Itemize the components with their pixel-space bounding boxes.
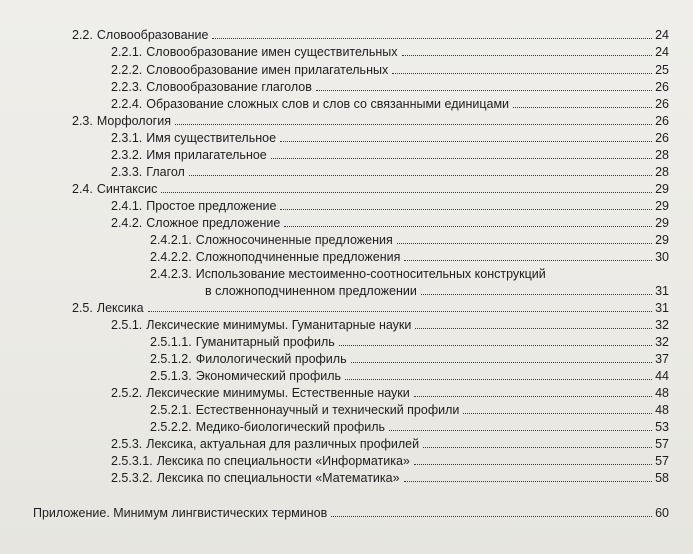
dot-leader	[345, 379, 652, 380]
dot-leader	[423, 447, 652, 448]
toc-entry-page: 25	[655, 63, 669, 77]
dot-leader	[404, 260, 652, 261]
toc-entry	[111, 80, 669, 95]
toc-entry-page: 29	[655, 182, 669, 196]
toc-entry-title: Сложное предложение	[146, 216, 281, 230]
toc-entry-title: Использование местоименно-соотносительных конструкций	[195, 267, 546, 281]
toc-entry	[111, 63, 669, 78]
toc-entry-page: 60	[655, 506, 669, 520]
toc-entry-page: 57	[655, 437, 669, 451]
dot-leader	[463, 413, 652, 414]
dot-leader	[402, 55, 653, 56]
toc-entry-title: Филологический профиль	[195, 352, 347, 366]
toc-entry-title: Глагол	[146, 165, 185, 179]
toc-entry-title: Экономический профиль	[195, 369, 342, 383]
toc-entry-number: 2.2.1.	[111, 45, 143, 59]
dot-leader	[415, 328, 652, 329]
dot-leader	[351, 362, 652, 363]
toc-entry-number: 2.5.2.	[111, 386, 143, 400]
toc-entry-page: 48	[655, 386, 669, 400]
dot-leader	[212, 38, 652, 39]
toc-entry	[72, 114, 669, 129]
toc-entry-number: 2.4.1.	[111, 199, 143, 213]
toc-entry-title: Сложноподчиненные предложения	[195, 250, 401, 264]
toc-entry-page: 32	[655, 335, 669, 349]
dot-leader	[389, 430, 652, 431]
toc-entry-page: 53	[655, 420, 669, 434]
toc-entry	[111, 45, 669, 60]
toc-entry-page: 44	[655, 369, 669, 383]
dot-leader	[161, 192, 652, 193]
toc-entry-title-continuation: в сложноподчиненном предложении	[205, 284, 417, 298]
toc-entry-page: 26	[655, 97, 669, 111]
toc-entry-title: Простое предложение	[146, 199, 277, 213]
toc-entry-title: Лексика по специальности «Информатика»	[156, 454, 410, 468]
toc-entry	[72, 301, 669, 316]
toc-entry-number: 2.5.1.1.	[150, 335, 192, 349]
toc-entry-number: 2.2.	[72, 28, 93, 42]
toc-entry-title: Лексика по специальности «Математика»	[156, 471, 400, 485]
toc-entry	[111, 131, 669, 146]
dot-leader	[414, 396, 652, 397]
toc-entry	[72, 182, 669, 197]
dot-leader	[271, 158, 652, 159]
dot-leader	[397, 243, 652, 244]
toc-entry-title: Лексические минимумы. Гуманитарные науки	[146, 318, 412, 332]
toc-entry	[111, 199, 669, 214]
toc-entry-number: 2.4.2.	[111, 216, 143, 230]
toc-entry-title: Лексика	[96, 301, 144, 315]
toc-entry-number: 2.3.2.	[111, 148, 143, 162]
toc-entry-page: 28	[655, 165, 669, 179]
toc-entry	[150, 403, 669, 418]
toc-entry-number: 2.5.3.2.	[111, 471, 153, 485]
toc-entry-number: 2.4.2.2.	[150, 250, 192, 264]
dot-leader	[404, 481, 653, 482]
toc-entry-page: 37	[655, 352, 669, 366]
toc-entry	[72, 28, 669, 43]
toc-entry-number: 2.5.	[72, 301, 93, 315]
toc-entry	[111, 454, 669, 469]
toc-entry-number: 2.5.1.2.	[150, 352, 192, 366]
toc-entry	[111, 148, 669, 163]
toc-entry-title: Словообразование имен прилагательных	[146, 63, 389, 77]
dot-leader	[331, 516, 652, 517]
dot-leader	[392, 73, 652, 74]
toc-entry	[111, 165, 669, 180]
toc-entry	[111, 216, 669, 231]
toc-entry-number: 2.4.2.1.	[150, 233, 192, 247]
toc-entry-title: Образование сложных слов и слов со связанными единицами	[146, 97, 510, 111]
toc-entry-page: 30	[655, 250, 669, 264]
toc-entry-title: Медико-биологический профиль	[195, 420, 386, 434]
toc-entry-continuation-row	[205, 284, 669, 299]
dot-leader	[414, 464, 652, 465]
toc-entry-page: 24	[655, 45, 669, 59]
dot-leader	[148, 311, 653, 312]
toc-entry-page: 31	[655, 284, 669, 298]
toc-entry-title: Лексические минимумы. Естественные науки	[146, 386, 410, 400]
dot-leader	[339, 345, 652, 346]
toc-entry-number: 2.4.	[72, 182, 93, 196]
toc-entry-page: 48	[655, 403, 669, 417]
dot-leader	[189, 175, 652, 176]
dot-leader	[280, 141, 652, 142]
dot-leader	[316, 90, 652, 91]
toc-entry	[111, 386, 669, 401]
toc-entry-number: 2.5.3.	[111, 437, 143, 451]
toc-entry-title: Морфология	[96, 114, 171, 128]
toc-entry	[111, 97, 669, 112]
toc-entry-number: 2.3.3.	[111, 165, 143, 179]
toc-entry-title: Словообразование имен существительных	[146, 45, 398, 59]
toc-entry-title: Имя существительное	[146, 131, 277, 145]
toc-entry	[150, 335, 669, 350]
toc-entry-title: Сложносочиненные предложения	[195, 233, 393, 247]
toc-entry-page: 29	[655, 199, 669, 213]
toc-entry-number: 2.2.3.	[111, 80, 143, 94]
toc-entry-number: 2.2.2.	[111, 63, 143, 77]
toc-entry-page: 32	[655, 318, 669, 332]
dot-leader	[280, 209, 652, 210]
toc-entry	[33, 506, 669, 521]
dot-leader	[421, 294, 652, 295]
toc-entry	[150, 267, 669, 282]
toc-entry-title: Словообразование глаголов	[146, 80, 312, 94]
toc-entry-number: 2.5.3.1.	[111, 454, 153, 468]
toc-entry-title: Лексика, актуальная для различных профилей	[146, 437, 420, 451]
toc-entry-title: Приложение. Минимум лингвистических терминов	[33, 506, 328, 520]
toc-entry	[111, 437, 669, 452]
toc-entry-page: 57	[655, 454, 669, 468]
toc-entry-page: 29	[655, 233, 669, 247]
toc-entry-number: 2.5.1.	[111, 318, 143, 332]
toc-entry	[150, 369, 669, 384]
toc-entry-title: Словообразование	[96, 28, 209, 42]
dot-leader	[513, 107, 652, 108]
dot-leader	[284, 226, 652, 227]
toc-entry-page: 26	[655, 80, 669, 94]
toc-entry-number: 2.5.2.2.	[150, 420, 192, 434]
toc-entry-number: 2.3.1.	[111, 131, 143, 145]
toc-entry	[150, 250, 669, 265]
toc-entry-number: 2.2.4.	[111, 97, 143, 111]
toc-entry	[150, 352, 669, 367]
toc-entry-page: 28	[655, 148, 669, 162]
toc-entry	[111, 471, 669, 486]
toc-entry-page: 26	[655, 114, 669, 128]
toc-entry-title: Естественнонаучный и технический профили	[195, 403, 460, 417]
toc-entry-number: 2.4.2.3.	[150, 267, 192, 281]
toc-entry-number: 2.5.2.1.	[150, 403, 192, 417]
toc-entry-page: 26	[655, 131, 669, 145]
toc-entry-number: 2.5.1.3.	[150, 369, 192, 383]
toc-entry-title: Имя прилагательное	[146, 148, 267, 162]
toc-entry	[150, 420, 669, 435]
toc-entry-page: 24	[655, 28, 669, 42]
toc-entry-number: 2.3.	[72, 114, 93, 128]
toc-entry	[150, 233, 669, 248]
toc-entry-page: 31	[655, 301, 669, 315]
toc-entry-page: 29	[655, 216, 669, 230]
dot-leader	[175, 124, 652, 125]
toc-entry-title: Синтаксис	[96, 182, 158, 196]
toc-entry	[111, 318, 669, 333]
toc-entry-page: 58	[655, 471, 669, 485]
toc-entry-title: Гуманитарный профиль	[195, 335, 335, 349]
